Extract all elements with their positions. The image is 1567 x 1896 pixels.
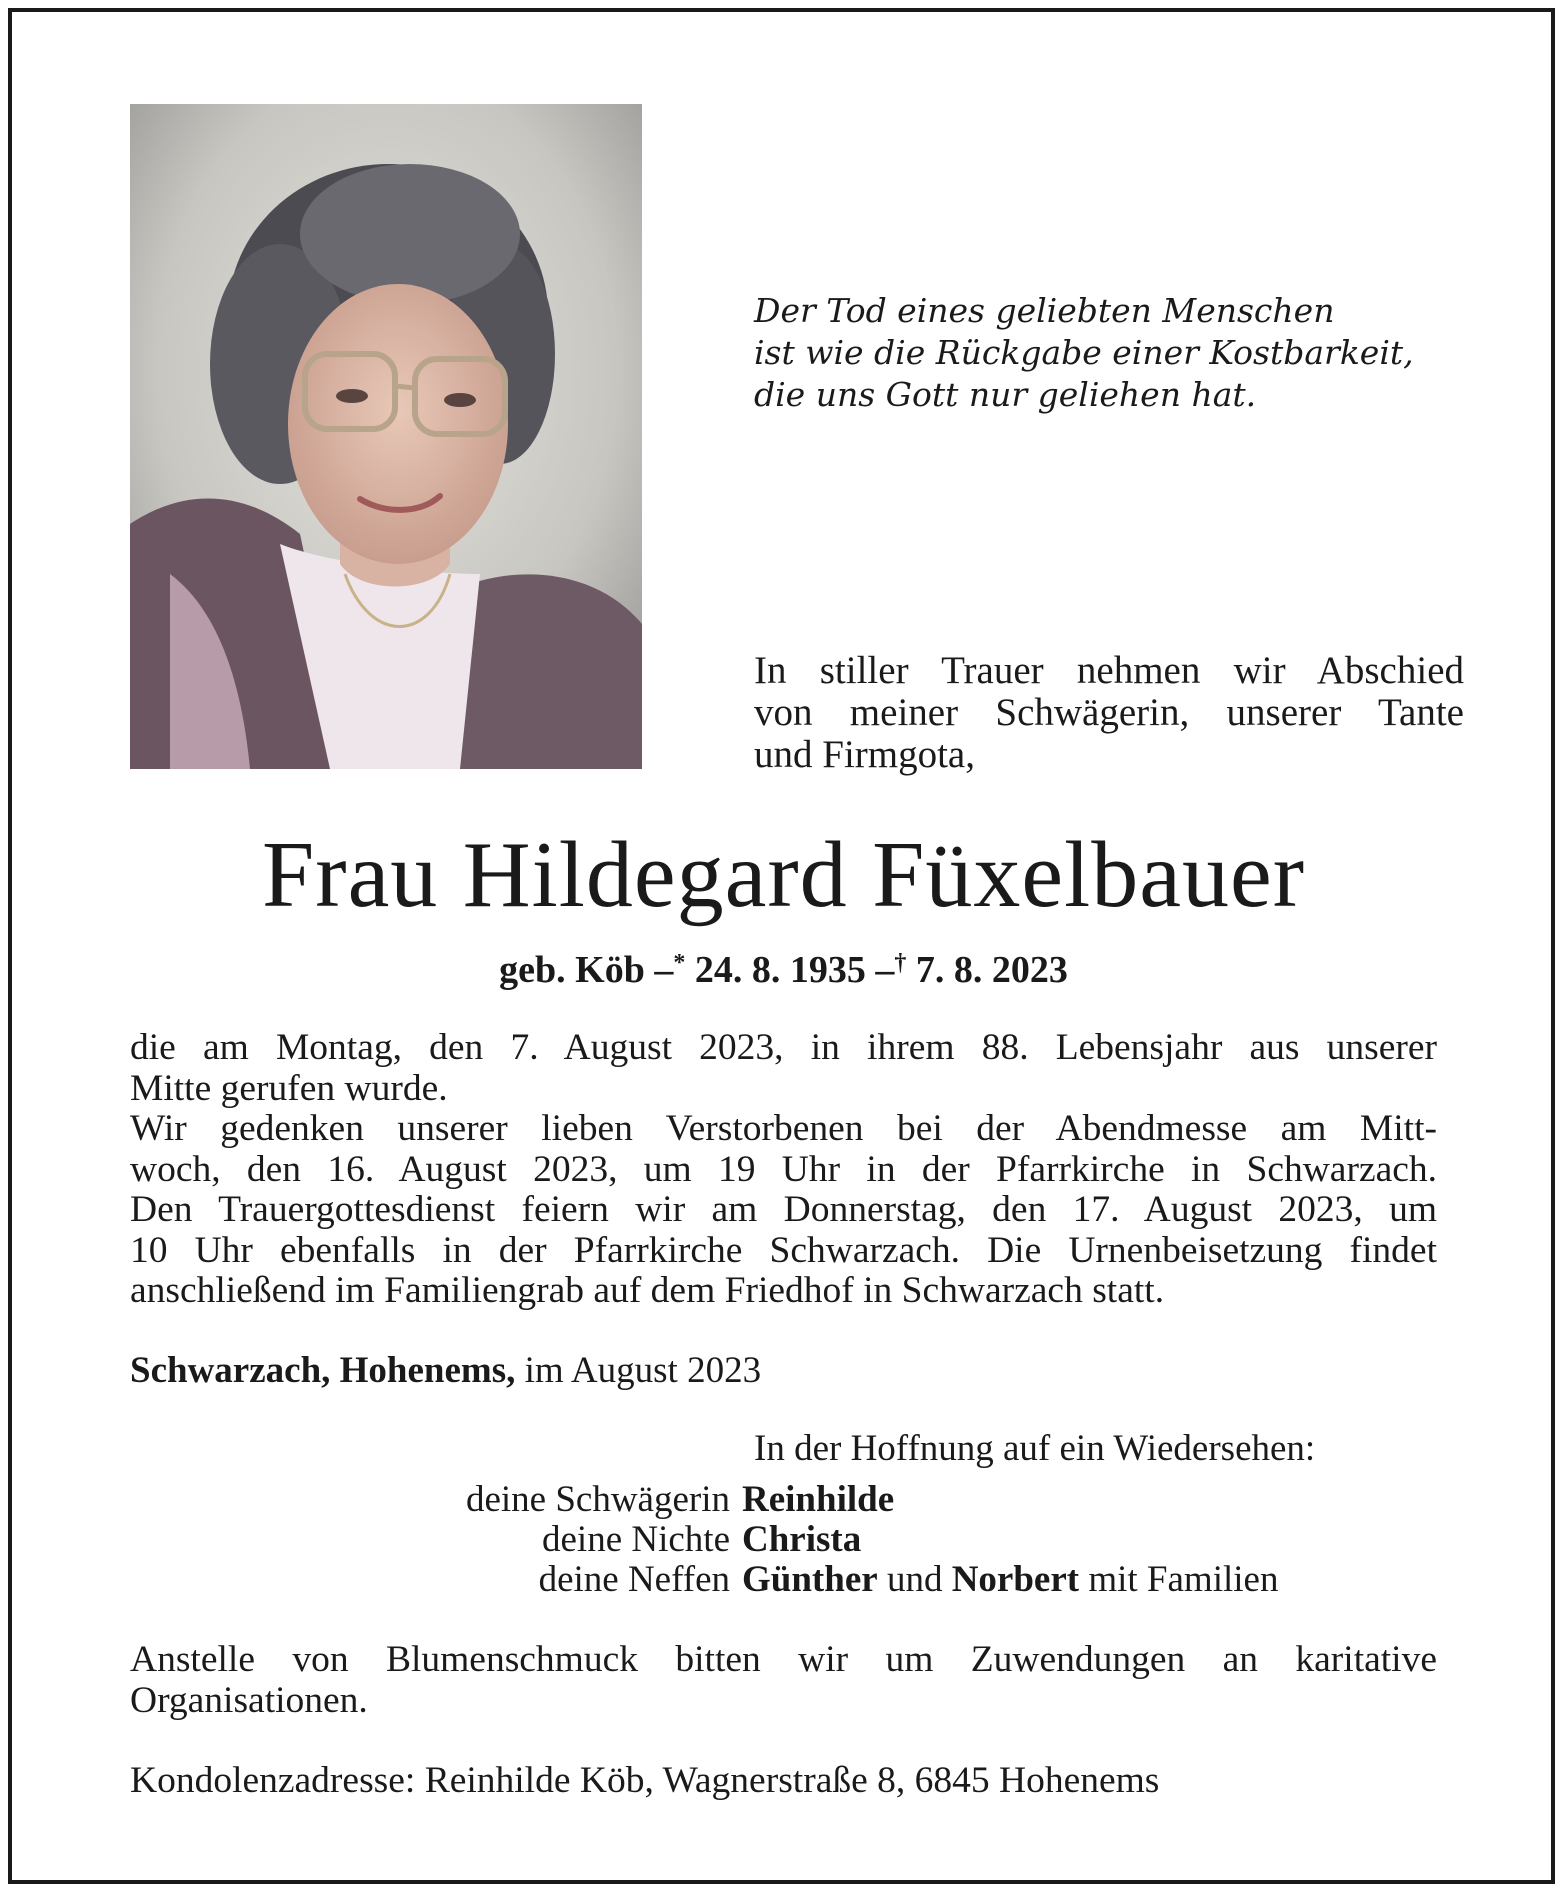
note-line: Organisationen. [130,1679,368,1721]
intro-line: und Firmgota, [754,733,975,776]
donation-note [130,1640,1437,1721]
intro-line: von meiner Schwägerin, unserer Tante [754,691,1464,734]
mourner-suffix: mit Familien [1079,1559,1279,1600]
mourner-role: deine Nichte [542,1519,730,1560]
born-name: geb. Köb [499,949,645,991]
mourner-name: Günther [742,1559,878,1600]
body-line: woch, den 16. August 2023, um 19 Uhr in der Pfarrkirche in Schwarzach. [130,1148,1437,1190]
body-line: Wir gedenken unserer lieben Verstorbenen bei der Abendmesse am Mitt- [130,1108,1437,1149]
mourner-row [130,1480,1437,1520]
mourner-name: Christa [742,1519,862,1560]
birth-symbol: * [673,950,686,976]
body-line: die am Montag, den 7. August 2023, in ihrem 88. Lebensjahr aus unserer [130,1027,1437,1068]
dash: – [654,949,674,991]
birth-date: 24. 8. 1935 [694,949,866,991]
body-line: Mitte gerufen wurde. [130,1067,448,1109]
mourner-row [130,1560,1437,1600]
intro-text [754,650,1464,776]
deceased-name: Frau Hildegard Füxelbauer [261,823,1306,927]
quote-line: ist wie die Rückgabe einer Kostbarkeit, [754,333,1414,372]
body-line: 10 Uhr ebenfalls in der Pfarrkirche Schwarzach. Die Urnenbeisetzung findet [130,1229,1437,1271]
mourner-conjunction: und [877,1559,952,1600]
mourner-row [130,1520,1437,1560]
body-line: Den Trauergottesdienst feiern wir am Donnerstag, den 17. August 2023, um [130,1189,1437,1230]
dash: – [875,949,895,991]
place-and-date [130,1350,1030,1392]
intro-line: In stiller Trauer nehmen wir Abschied [754,649,1464,692]
quote-line: die uns Gott nur geliehen hat. [754,375,1257,414]
condolence-address: Kondolenzadresse: Reinhilde Köb, Wagnerstraße 8, 6845 Hohenems [130,1760,1160,1801]
farewell-line: In der Hoffnung auf ein Wiedersehen: [754,1428,1316,1469]
portrait-photo [130,104,642,769]
announcement-body [130,1028,1437,1312]
place-locations: Schwarzach, Hohenems, [130,1350,516,1391]
death-symbol: † [894,950,907,976]
note-line: Anstelle von Blumenschmuck bitten wir um Zuwendungen an karitative [130,1639,1437,1680]
mourners-list [130,1480,1437,1600]
mourner-name: Reinhilde [742,1479,895,1520]
death-date: 7. 8. 2023 [915,949,1068,991]
mourner-role: deine Schwägerin [465,1479,730,1520]
mourner-role: deine Neffen [538,1559,730,1600]
memorial-quote [754,290,1474,416]
mourner-name: Norbert [951,1559,1080,1600]
body-line: anschließend im Familiengrab auf dem Friedhof in Schwarzach statt. [130,1270,1165,1311]
place-date: im August 2023 [515,1350,762,1391]
quote-line: Der Tod eines geliebten Menschen [754,291,1335,330]
life-dates [130,948,1437,992]
